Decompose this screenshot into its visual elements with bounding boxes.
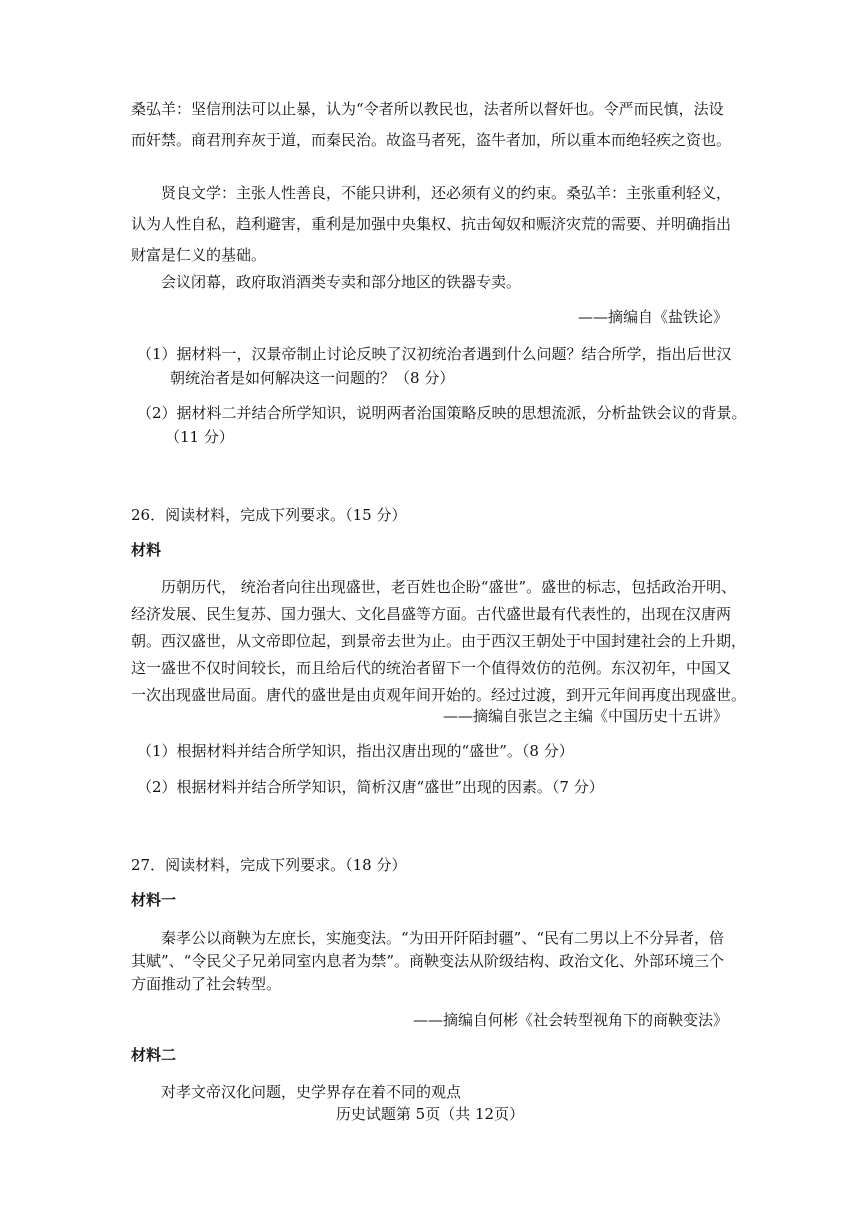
source-citation: ——摘编自张岂之主编《中国历史十五讲》 [442, 707, 728, 725]
xianliang-paragraph-line: 财富是仁义的基础。 [131, 246, 267, 264]
material-label: 材料 [131, 541, 162, 559]
meeting-closing-text: 会议闭幕，政府取消酒类专卖和部分地区的铁器专卖。 [161, 273, 522, 291]
material-2-text: 对孝文帝汉化问题，史学界存在着不同的观点 [161, 1083, 462, 1101]
q27-paragraph-line: 秦孝公以商鞅为左庶长，实施变法。“为田开阡陌封疆”、“民有二男以上不分异者，倍 [161, 929, 725, 947]
question-26-1: （1）根据材料并结合所学知识，指出汉唐出现的“盛世”。（8 分） [137, 742, 574, 760]
q27-paragraph-line: 方面推动了社会转型。 [131, 975, 282, 993]
q26-paragraph-line: 历朝历代， 统治者向往出现盛世，老百姓也企盼“盛世”。盛世的标志，包括政治开明、 [161, 578, 737, 596]
question-26-2: （2）根据材料并结合所学知识，简析汉唐“盛世”出现的因素。（7 分） [137, 778, 604, 796]
q26-paragraph-line: 一次出现盛世局面。唐代的盛世是由贞观年间开始的。经过过渡，到开元年间再度出现盛世。 [131, 686, 747, 704]
source-citation: ——摘编自《盐铁论》 [577, 308, 728, 326]
question-1-text: （1）据材料一，汉景帝制止讨论反映了汉初统治者遇到什么问题？结合所学，指出后世汉 [137, 345, 732, 363]
question-2-text: （11 分） [165, 428, 234, 446]
q27-paragraph-line: 其赋”、“令民父子兄弟同室内息者为禁”。商鞅变法从阶级结构、政治文化、外部环境三个 [131, 952, 725, 970]
q26-paragraph-line: 经济发展、民生复苏、国力强大、文化昌盛等方面。古代盛世最有代表性的，出现在汉唐两 [131, 605, 732, 623]
material-2-label: 材料二 [131, 1046, 177, 1064]
q26-paragraph-line: 朝。西汉盛世，从文帝即位起，到景帝去世为止。由于西汉王朝处于中国封建社会的上升期， [131, 632, 747, 650]
xianliang-paragraph-line: 认为人性自私，趋利避害，重利是加强中央集权、抗击匈奴和赈济灾荒的需要、并明确指出 [131, 215, 732, 233]
q26-paragraph-line: 这一盛世不仅时间较长，而且给后代的统治者留下一个值得效仿的范例。东汉初年，中国又 [131, 659, 732, 677]
page-footer: 历史试题第 5页（共 12页） [335, 1105, 525, 1123]
source-citation: ——摘编自何彬《社会转型视角下的商鞅变法》 [412, 1011, 728, 1029]
material-1-label: 材料一 [131, 891, 177, 909]
xianliang-paragraph-line: 贤良文学：主张人性善良，不能只讲利，还必须有义的约束。桑弘羊：主张重利轻义， [161, 184, 732, 202]
question-2-text: （2）据材料二并结合所学知识，说明两者治国策略反映的思想流派，分析盐铁会议的背景。 [137, 404, 747, 422]
sang-hongyang-text-line: 桑弘羊：坚信刑法可以止暴，认为“令者所以教民也，法者所以督奸也。令严而民慎，法设 [131, 100, 724, 118]
question-27-heading: 27．阅读材料，完成下列要求。（18 分） [131, 856, 407, 874]
question-26-heading: 26．阅读材料，完成下列要求。（15 分） [131, 506, 407, 524]
question-1-text: 朝统治者是如何解决这一问题的？（8 分） [170, 369, 455, 387]
sang-hongyang-text-line: 而奸禁。商君刑弃灰于道，而秦民治。故盗马者死，盗牛者加，所以重本而绝轻疾之资也。 [131, 131, 732, 149]
